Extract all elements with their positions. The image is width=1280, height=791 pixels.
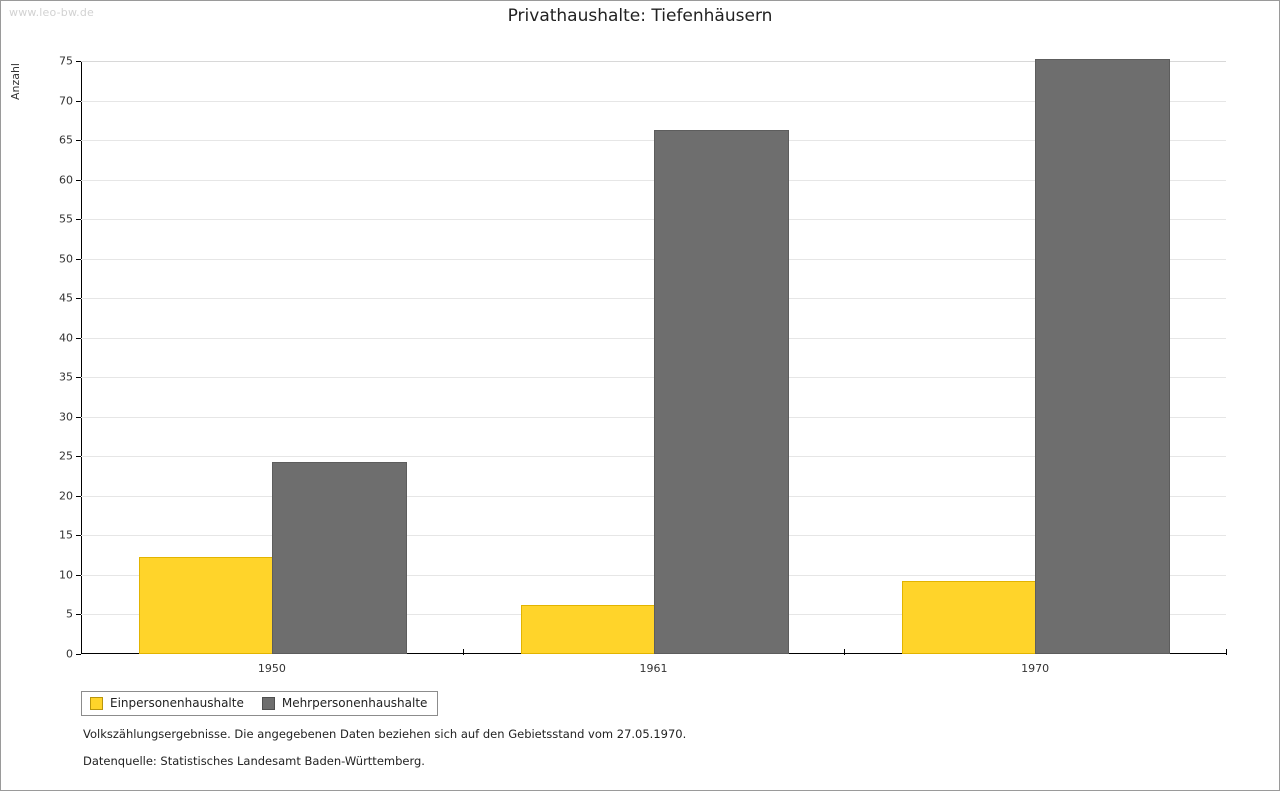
y-tick-label: 0 xyxy=(66,647,73,661)
y-tick-mark xyxy=(76,377,81,378)
legend-item-multi[interactable] xyxy=(262,696,428,710)
y-tick-mark xyxy=(76,180,81,181)
y-tick-label: 5 xyxy=(66,607,73,621)
bar-1970-single[interactable] xyxy=(902,581,1037,654)
bar-1961-single[interactable] xyxy=(521,605,656,654)
legend-swatch-icon-multi xyxy=(262,697,275,710)
y-tick-mark xyxy=(76,338,81,339)
y-tick-label: 50 xyxy=(59,252,73,266)
y-tick-label: 65 xyxy=(59,133,73,147)
x-tick-mark xyxy=(1226,649,1227,655)
legend xyxy=(81,691,438,716)
watermark: www.leo-bw.de xyxy=(9,6,95,19)
x-tick-mark xyxy=(463,649,464,655)
y-tick-label: 35 xyxy=(59,370,73,384)
note-census: Volkszählungsergebnisse. Die angegebenen Daten beziehen sich auf den Gebietsstand vom 27.05.1970. xyxy=(83,727,687,741)
y-tick-label: 30 xyxy=(59,410,73,424)
bar-1950-multi[interactable] xyxy=(272,462,407,654)
y-tick-label: 10 xyxy=(59,568,73,582)
legend-item-single[interactable] xyxy=(90,696,244,710)
y-tick-mark xyxy=(76,535,81,536)
y-tick-label: 70 xyxy=(59,94,73,108)
y-tick-mark xyxy=(76,614,81,615)
y-tick-mark xyxy=(76,417,81,418)
y-tick-mark xyxy=(76,654,81,655)
x-tick-label: 1961 xyxy=(639,662,668,675)
y-tick-label: 75 xyxy=(59,54,73,68)
y-tick-label: 40 xyxy=(59,331,73,345)
y-tick-mark xyxy=(76,456,81,457)
y-tick-mark xyxy=(76,496,81,497)
bar-1970-multi[interactable] xyxy=(1035,59,1170,654)
bar-1950-single[interactable] xyxy=(139,557,274,654)
y-tick-label: 45 xyxy=(59,291,73,305)
y-tick-label: 20 xyxy=(59,489,73,503)
y-tick-mark xyxy=(76,101,81,102)
y-tick-mark xyxy=(76,298,81,299)
legend-label-single: Einpersonenhaushalte xyxy=(110,696,244,710)
note-source: Datenquelle: Statistisches Landesamt Baden-Württemberg. xyxy=(83,754,425,768)
page-title: Privathaushalte: Tiefenhäusern xyxy=(507,6,773,26)
x-tick-label: 1970 xyxy=(1021,662,1050,675)
bar-1961-multi[interactable] xyxy=(654,130,789,654)
y-tick-label: 15 xyxy=(59,528,73,542)
y-tick-label: 60 xyxy=(59,173,73,187)
y-tick-label: 25 xyxy=(59,449,73,463)
y-axis-label: Anzahl xyxy=(9,63,22,101)
y-tick-label: 55 xyxy=(59,212,73,226)
plot-area xyxy=(59,54,1226,675)
legend-label-multi: Mehrpersonenhaushalte xyxy=(281,696,428,710)
y-tick-mark xyxy=(76,140,81,141)
y-tick-mark xyxy=(76,61,81,62)
y-tick-mark xyxy=(76,575,81,576)
x-tick-mark xyxy=(844,649,845,655)
x-tick-label: 1950 xyxy=(257,662,286,675)
y-tick-mark xyxy=(76,219,81,220)
legend-swatch-icon-single xyxy=(90,697,103,710)
y-tick-mark xyxy=(76,259,81,260)
